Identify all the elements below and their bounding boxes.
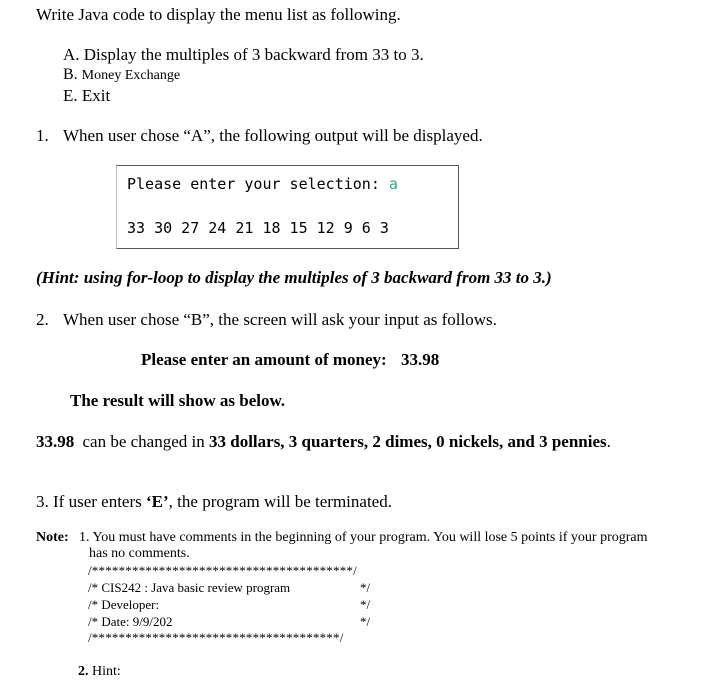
step-post: , the program will be terminated. [168,492,392,511]
comment-stars-bottom: /*************************************/ [88,630,344,645]
hint-for-loop: (Hint: using for-loop to display the multiples of 3 backward from 33 to 3.) [36,268,552,287]
comment-line-course: /* CIS242 : Java basic review program [88,580,291,595]
console-input: a [388,175,398,193]
result-prefix: can be changed in [82,432,205,451]
step-number: 2. [36,310,49,329]
result-details: 33 dollars, 3 quarters, 2 dimes, 0 nickels, and 3 pennies [209,432,607,451]
menu-item-text: Display the multiples of 3 backward from 33 to 3. [83,45,424,64]
step-2 [36,310,497,330]
intro-text: Write Java code to display the menu list as following. [36,5,401,24]
menu-item-a [63,45,424,65]
step-pre: If user enters [53,492,146,511]
comment-stars-top: /***************************************/ [88,563,357,578]
comment-line-course-end: */ [360,580,371,595]
comment-line-date: /* Date: 9/9/202 [88,614,173,629]
menu-item-key: E. [63,86,78,105]
menu-item-text: Exit [81,86,111,105]
note-line-1: 1. You must have comments in the beginning of your program. You will lose 5 points if your program [79,530,648,545]
console-prompt-line [127,175,398,193]
step-key: ‘E’ [146,492,169,511]
menu-item-b [63,66,180,84]
step-1 [36,126,483,146]
result-line [36,432,611,452]
step-number: 3. [36,492,49,511]
money-prompt-value: 33.98 [400,350,440,369]
comment-line-developer-end: */ [360,597,371,612]
note-label: Note: [36,530,69,545]
result-amount: 33.98 [36,432,75,451]
step-text: When user chose “B”, the screen will ask your input as follows. [63,310,497,329]
menu-item-text: Money Exchange [81,68,181,83]
note-hint-text: Hint: [92,664,121,679]
result-heading: The result will show as below. [70,391,286,410]
step-text: When user chose “A”, the following output will be displayed. [63,126,483,145]
result-period: . [606,432,611,451]
step-number: 1. [36,126,49,145]
comment-line-date-end: */ [360,614,371,629]
note-hint [78,664,121,680]
console-result-line: 33 30 27 24 21 18 15 12 9 6 3 [127,219,389,237]
console-prompt: Please enter your selection: [127,175,389,193]
comment-line-developer: /* Developer: [88,597,160,612]
menu-item-key: B. [63,66,78,83]
note-hint-number: 2. [78,664,89,679]
menu-item-key: A. [63,45,80,64]
console-output-box [116,165,459,249]
money-prompt [141,350,439,370]
menu-item-e [63,86,110,106]
step-3 [36,492,392,512]
note-line-2: has no comments. [89,546,190,561]
money-prompt-label: Please enter an amount of money: [141,350,387,369]
